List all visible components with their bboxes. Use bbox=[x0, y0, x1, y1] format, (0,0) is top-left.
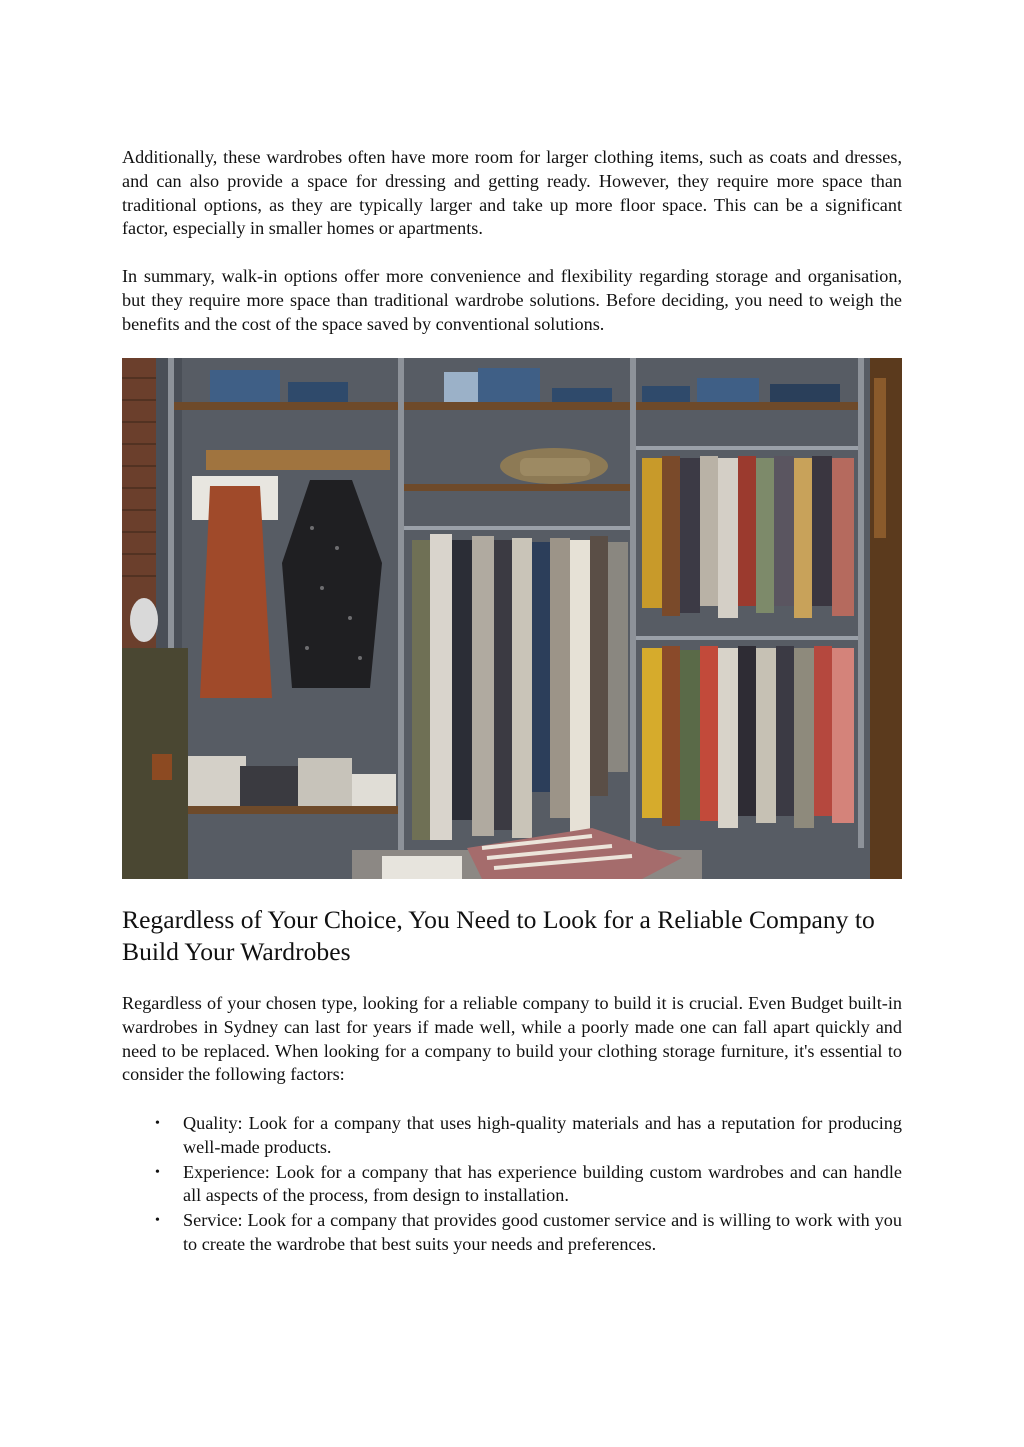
bullet-marker: • bbox=[155, 1164, 160, 1180]
paragraph-summary: In summary, walk-in options offer more convenience and flexibility regarding storage and organisation, but they require more space than traditional wardrobe solutions. Before deciding, you need to weigh the benefits and the cost of the space saved by conventional solutions. bbox=[122, 266, 902, 334]
list-item-quality bbox=[122, 1112, 902, 1160]
list-item-text: Quality: Look for a company that uses high-quality materials and has a reputation for producing well-made products. bbox=[183, 1113, 902, 1157]
bullet-marker: • bbox=[155, 1213, 160, 1229]
section-heading: Regardless of Your Choice, You Need to Look for a Reliable Company to Build Your Wardrobes bbox=[122, 905, 875, 966]
list-item-text: Experience: Look for a company that has experience building custom wardrobes and can handle all aspects of the process, from design to installation. bbox=[183, 1161, 902, 1206]
bullet-marker: • bbox=[155, 1116, 160, 1131]
list-item-experience bbox=[122, 1161, 902, 1209]
list-item-service bbox=[122, 1209, 902, 1257]
factors-list bbox=[122, 1112, 902, 1258]
list-item-text: Service: Look for a company that provides good customer service and is willing to work with you to create the wardrobe that best suits your needs and preferences. bbox=[183, 1210, 902, 1254]
paragraph-reliable-company: Regardless of your chosen type, looking for a reliable company to build it is crucial. Even Budget built-in wardrobes in Sydney can last for years if made well, while a poorly made one can fall apart quickly and need to be replaced. When looking for a company to build your clothing storage furniture, it's essential to consider the following factors: bbox=[122, 993, 902, 1085]
wardrobe-photo bbox=[122, 358, 902, 879]
paragraph-additionally: Additionally, these wardrobes often have more room for larger clothing items, such as coats and dresses, and can also provide a space for dressing and getting ready. However, they require more space than traditional options, as they are typically larger and take up more floor space. This can be a significant factor, especially in smaller homes or apartments. bbox=[122, 147, 902, 239]
